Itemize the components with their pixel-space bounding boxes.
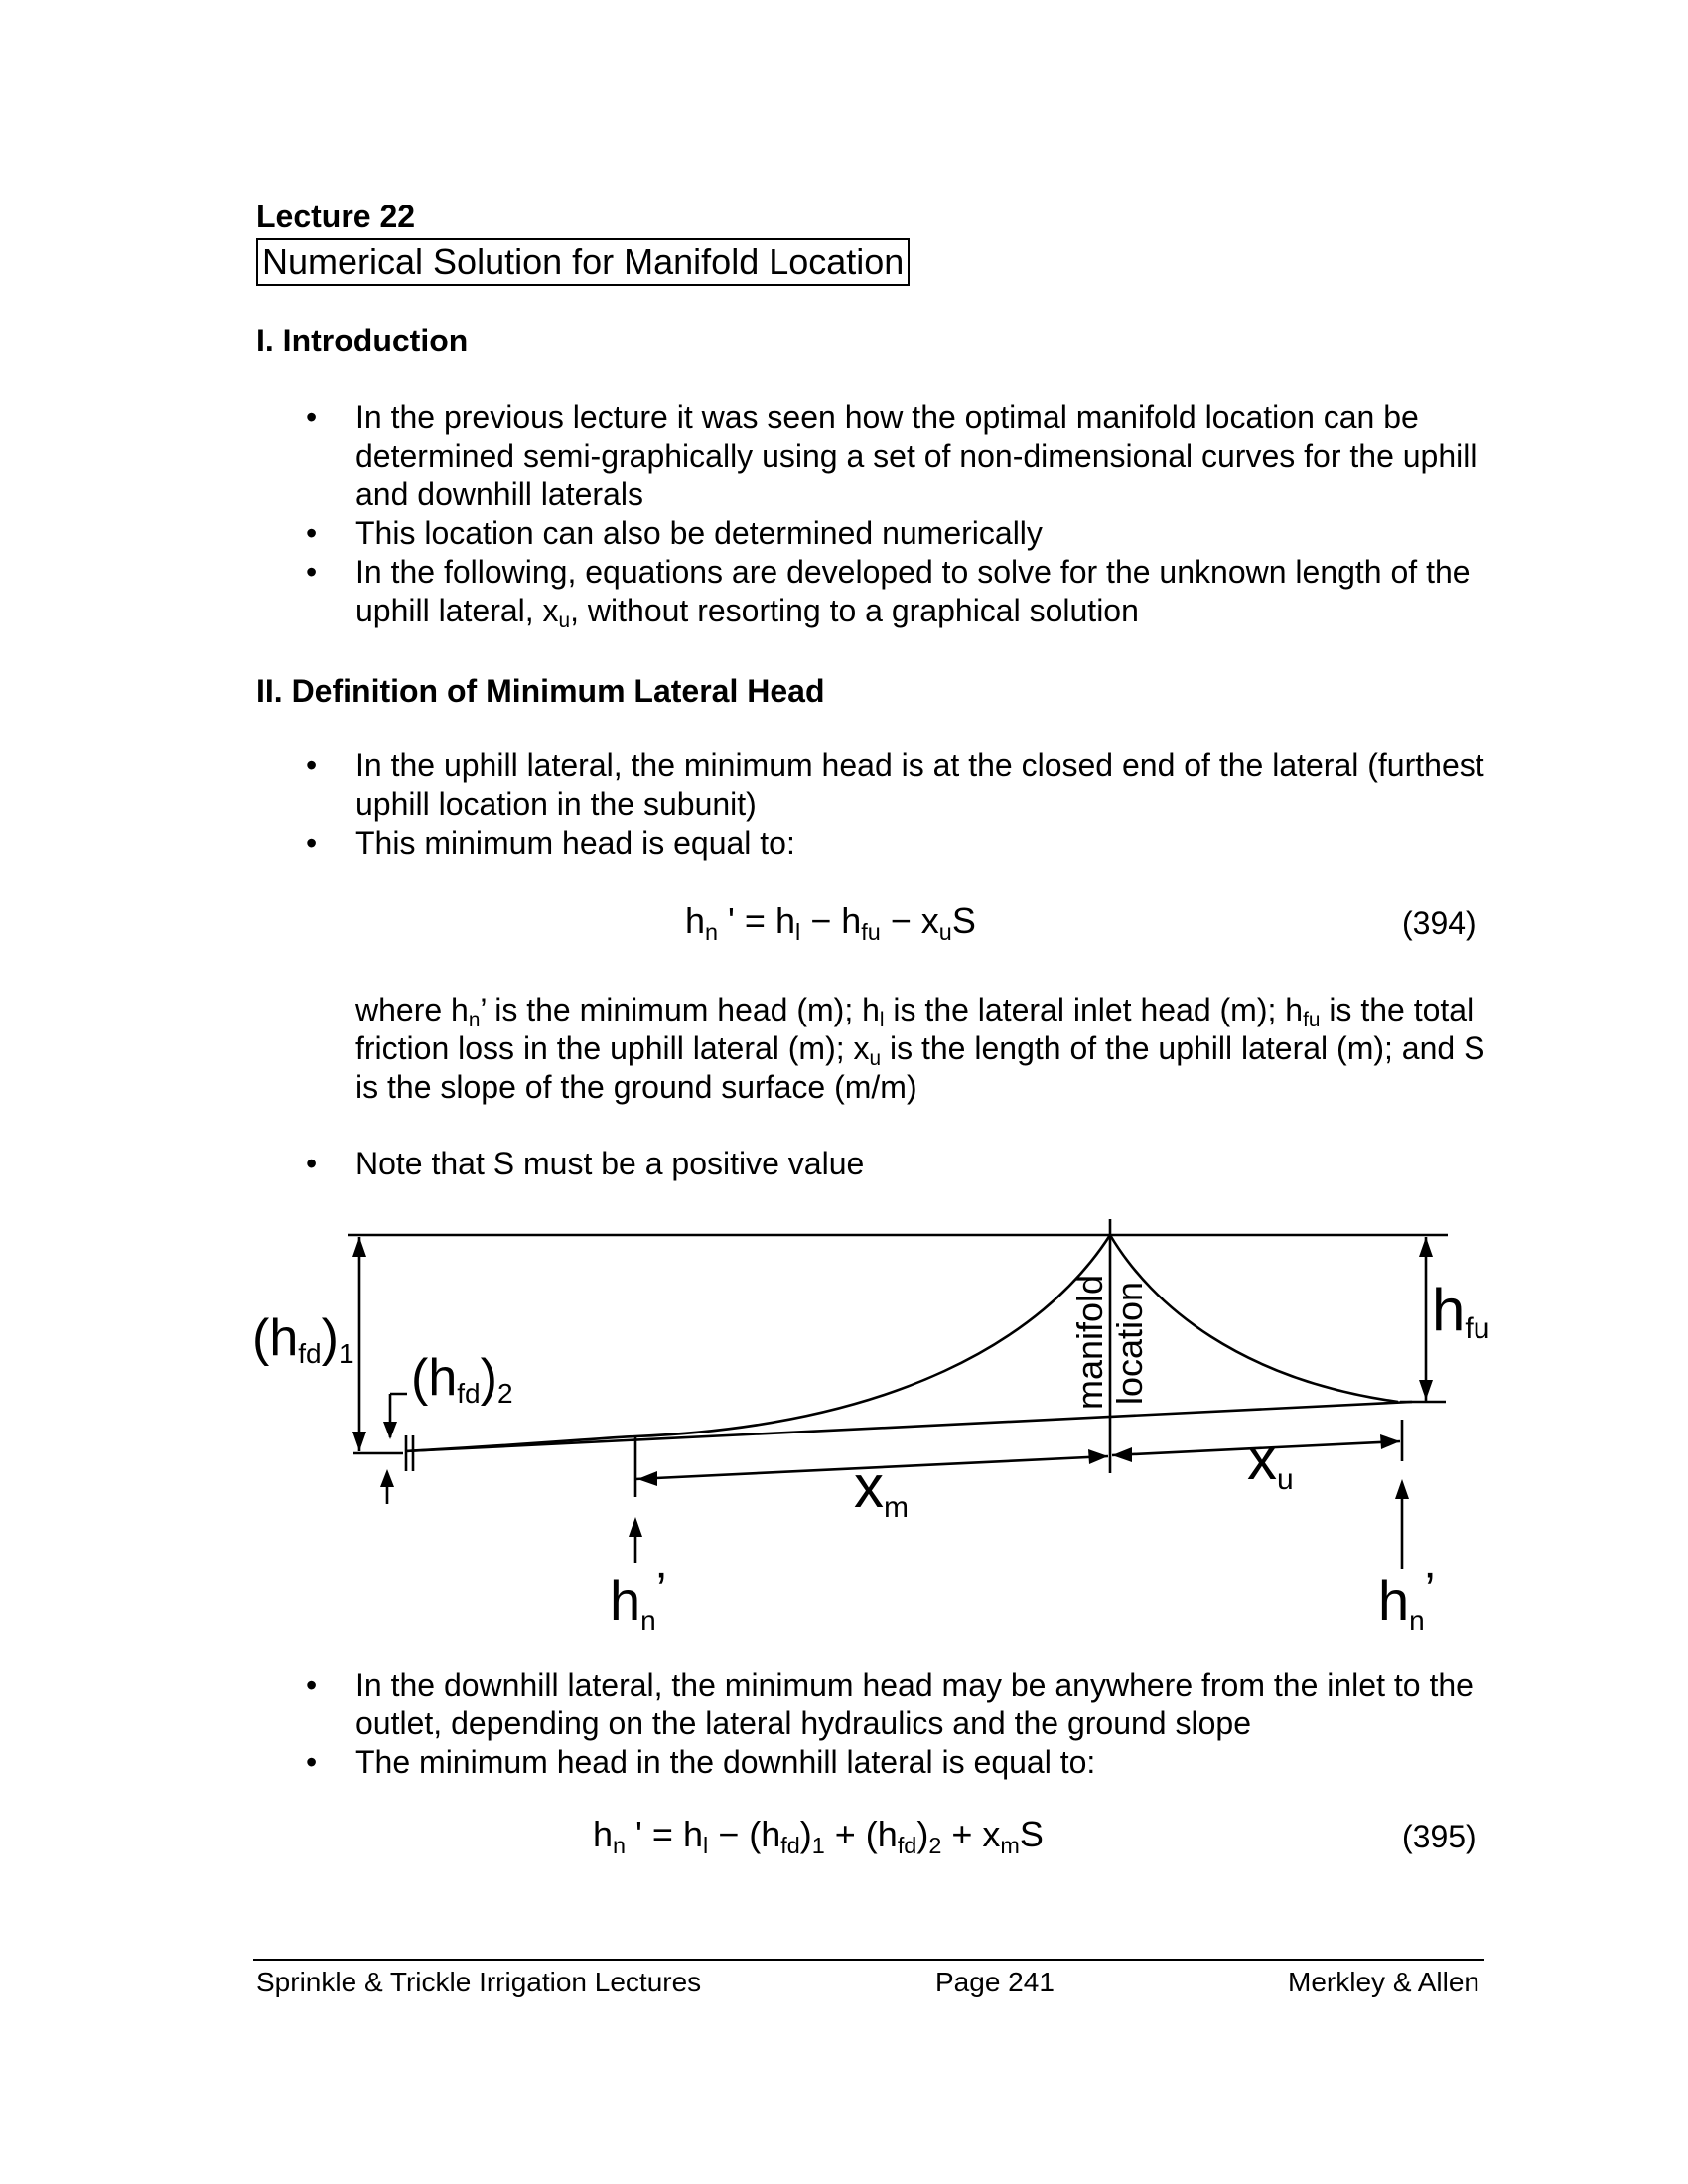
hfd1-arrowhead-top [352,1237,366,1257]
label-location: location [1109,1281,1150,1405]
equation-number-395: (395) [1402,1819,1477,1854]
label-hfu: hfu [1432,1277,1490,1345]
list-item: • In the downhill lateral, the minimum head may be anywhere from the inlet to the outlet, depending on the lateral hydraulics and the ground slope [306,1667,1474,1741]
xm-arrowhead-left [637,1471,657,1486]
hfd2-arrowhead-down [383,1422,397,1439]
label-hfd1: (hfd)1 [252,1309,354,1369]
label-hn-left: hn’ [610,1565,667,1636]
label-manifold: manifold [1069,1274,1110,1410]
hfu-arrowhead-bottom [1419,1380,1433,1400]
equation-395: $h_n$ ' = $h_l - (h_{fd})_1 + (h_{fd})_2 + x_mS$ [593,1814,1044,1859]
label-hfd2: (hfd)2 [411,1349,513,1409]
list-item: • The minimum head in the downhill lateral is equal to: [306,1744,1096,1780]
list-item: • This location can also be determined numerically [306,515,1043,551]
xu-arrowhead-right [1380,1434,1400,1449]
where-paragraph: where $h_n$’ is the minimum head (m); $h_l$ is the lateral inlet head (m); $h_{fu}$ is the total friction loss in the uphill lateral (m); $x_u$ is the length of the uphill lateral (m); and S is the slope of the ground surface (m/m) [355,992,1485,1105]
list-item: • Note that S must be a positive value [306,1146,865,1181]
list-item: • In the previous lecture it was seen how the optimal manifold location can be determined semi-graphically using a set of non-dimensional curves for the uphill and downhill laterals [306,399,1477,512]
downhill-bullet-list [298,1666,1489,1782]
xu-arrowhead-left [1112,1447,1132,1462]
lecture-title: Numerical Solution for Manifold Location [256,238,910,286]
list-item: • This minimum head is equal to: [306,825,795,861]
footer-divider [253,1959,1484,1961]
hfu-arrowhead-top [1419,1237,1433,1257]
label-xu: xu [1247,1426,1294,1496]
downhill-head-curve [405,1235,1110,1451]
equation-394: $h_n$ ' = $h_l - h_{fu} - x_uS$ [685,900,976,946]
label-hn-right: hn’ [1378,1565,1436,1636]
list-item: • In the uphill lateral, the minimum head is at the closed end of the lateral (furthest uphill location in the subunit) [306,748,1484,822]
footer-right: Merkley & Allen [1288,1967,1479,1997]
label-xm: xm [854,1453,909,1524]
hn-right-arrowhead [1395,1479,1409,1499]
footer-left: Sprinkle & Trickle Irrigation Lectures [256,1967,702,1997]
xm-arrowhead-right [1088,1449,1108,1464]
hn-left-arrowhead [629,1517,642,1537]
lecture-number: Lecture 22 [256,199,416,234]
section-heading-introduction: I. Introduction [256,323,469,358]
hfd2-arrowhead-up [380,1469,394,1487]
uphill-head-curve [1110,1235,1398,1402]
section-heading-minimum-lateral-head: II. Definition of Minimum Lateral Head [256,673,825,709]
equation-number-394: (394) [1402,905,1477,941]
hfd1-arrowhead-bottom [352,1432,366,1451]
footer-page-number: Page 241 [935,1967,1055,1997]
list-item: • In the following, equations are developed to solve for the unknown length of the uphill lateral, $x_u$, without resorting to a graphical solution [306,554,1471,633]
